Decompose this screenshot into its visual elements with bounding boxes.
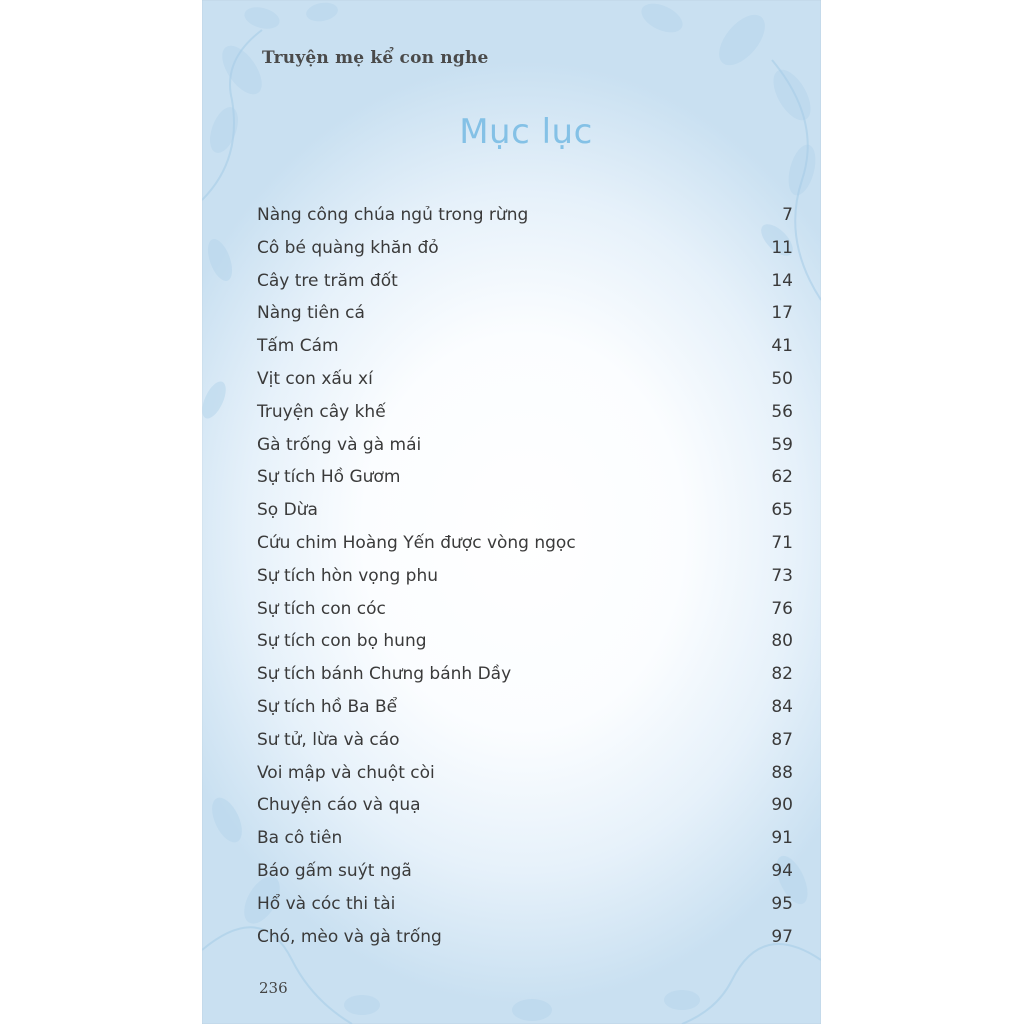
toc-entry-title: Voi mập và chuột còi	[257, 762, 435, 783]
toc-entry	[257, 402, 793, 435]
toc-entry-title: Truyện cây khế	[257, 401, 386, 422]
toc-entry-page: 94	[771, 860, 793, 881]
toc-entry-title: Tấm Cám	[257, 336, 339, 357]
toc-entry-page: 80	[771, 631, 793, 652]
toc-entry-page: 76	[771, 598, 793, 619]
book-page	[202, 0, 821, 1024]
toc-entry-title: Cây tre trăm đốt	[257, 270, 398, 291]
toc-title: Mục lục	[459, 112, 593, 152]
toc-entry-title: Báo gấm suýt ngã	[257, 860, 412, 881]
toc-entry-page: 50	[771, 368, 793, 389]
toc-entry-title: Sọ Dừa	[257, 500, 318, 521]
toc-entry-title: Cô bé quàng khăn đỏ	[257, 237, 439, 258]
toc-entry-title: Nàng tiên cá	[257, 303, 365, 324]
toc-entry-title: Sự tích hòn vọng phu	[257, 565, 439, 586]
toc-entry-page: 82	[771, 664, 793, 685]
toc-entry	[257, 664, 793, 697]
toc-entry	[257, 467, 793, 500]
toc-entry	[257, 205, 793, 238]
toc-entry-page: 41	[771, 336, 793, 357]
toc-entry	[257, 795, 793, 828]
toc-entry-page: 14	[771, 270, 793, 291]
toc-entry	[257, 533, 793, 566]
toc-entry	[257, 271, 793, 304]
toc-entry-page: 84	[771, 696, 793, 717]
toc-entry-title: Sự tích con cóc	[257, 598, 386, 619]
toc-entry-title: Nàng công chúa ngủ trong rừng	[257, 205, 529, 225]
toc-entry-page: 17	[771, 303, 793, 324]
toc-entry	[257, 828, 793, 861]
toc-entry-title: Sự tích hồ Ba Bể	[257, 696, 398, 717]
running-head: Truyện mẹ kể con nghe	[262, 48, 489, 68]
toc-entry-title: Sự tích Hồ Gươm	[257, 467, 401, 488]
toc-list	[257, 205, 793, 959]
toc-entry-page: 56	[771, 401, 793, 422]
toc-entry-title: Gà trống và gà mái	[257, 434, 422, 455]
toc-entry-title: Sư tử, lừa và cáo	[257, 729, 400, 750]
toc-entry	[257, 861, 793, 894]
toc-entry-page: 91	[771, 828, 793, 849]
toc-entry	[257, 631, 793, 664]
toc-entry-page: 62	[771, 467, 793, 488]
toc-entry-page: 88	[771, 762, 793, 783]
toc-entry-page: 97	[771, 926, 793, 947]
toc-entry	[257, 894, 793, 927]
toc-entry-title: Hổ và cóc thi tài	[257, 893, 396, 914]
toc-entry-page: 7	[782, 205, 793, 225]
toc-entry	[257, 500, 793, 533]
toc-entry-title: Chuyện cáo và quạ	[257, 795, 421, 816]
toc-entry-title: Chó, mèo và gà trống	[257, 926, 442, 947]
toc-entry	[257, 697, 793, 730]
toc-entry	[257, 599, 793, 632]
toc-entry-title: Sự tích bánh Chưng bánh Dầy	[257, 664, 512, 685]
toc-entry-page: 71	[771, 532, 793, 553]
toc-entry-page: 59	[771, 434, 793, 455]
toc-entry-title: Vịt con xấu xí	[257, 368, 373, 389]
page-number: 236	[259, 979, 288, 997]
toc-entry-page: 73	[771, 565, 793, 586]
toc-entry-page: 95	[771, 893, 793, 914]
toc-entry-title: Cứu chim Hoàng Yến được vòng ngọc	[257, 532, 576, 553]
toc-entry	[257, 927, 793, 960]
toc-entry-page: 11	[771, 237, 793, 258]
toc-entry	[257, 336, 793, 369]
toc-entry	[257, 238, 793, 271]
toc-entry-title: Sự tích con bọ hung	[257, 631, 427, 652]
toc-entry	[257, 730, 793, 763]
toc-entry-page: 65	[771, 500, 793, 521]
toc-entry	[257, 566, 793, 599]
toc-entry-title: Ba cô tiên	[257, 828, 343, 849]
toc-entry	[257, 369, 793, 402]
toc-entry	[257, 763, 793, 796]
toc-entry-page: 90	[771, 795, 793, 816]
toc-entry-page: 87	[771, 729, 793, 750]
toc-entry	[257, 303, 793, 336]
toc-entry	[257, 435, 793, 468]
